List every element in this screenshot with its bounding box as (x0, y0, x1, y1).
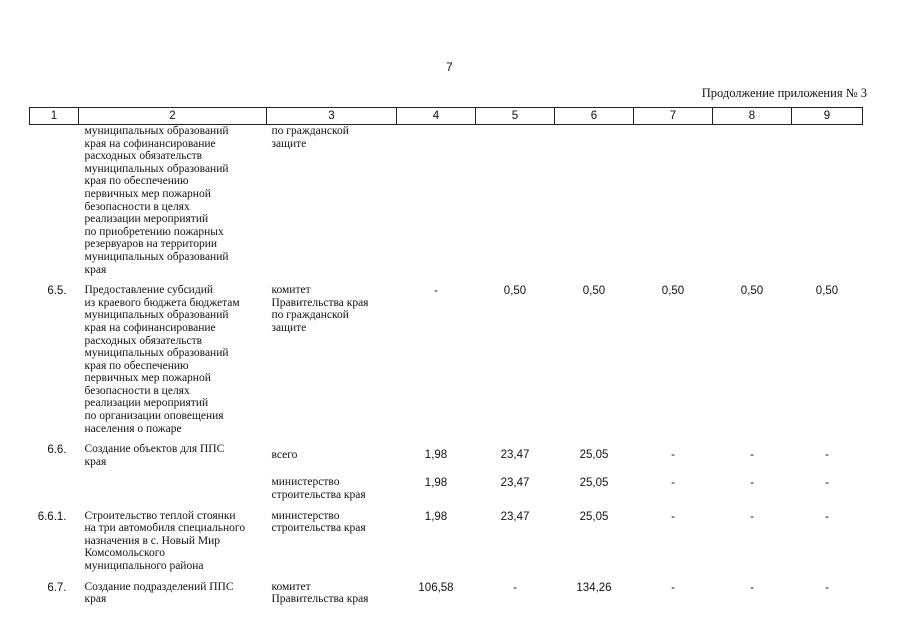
header-cell: 8 (713, 108, 792, 125)
row-value: 25,05 (579, 477, 609, 490)
row-executor: по гражданской защите (271, 125, 349, 150)
row-value: - (513, 581, 517, 594)
header-cell: 5 (476, 108, 555, 125)
table-row (30, 510, 863, 581)
row-value: 23,47 (500, 449, 530, 462)
row-value: 134,26 (576, 581, 612, 594)
row-number: 6.7. (47, 581, 67, 594)
header-cell: 6 (555, 108, 634, 125)
row-value: 106,58 (418, 581, 454, 594)
row-value: 25,05 (579, 449, 609, 462)
row-value: 0,50 (815, 285, 839, 298)
table-row (30, 284, 863, 443)
row-value: - (750, 449, 754, 462)
row-value: 1,98 (424, 449, 448, 462)
row-value: 0,50 (582, 285, 606, 298)
header-cell: 3 (267, 108, 397, 125)
row-value: - (750, 477, 754, 490)
row-value (634, 125, 713, 285)
row-name: Строительство теплой стоянки на три автомобиля специального назначения в с. Новый Мир Комсомольского муниципального района (84, 509, 246, 572)
row-value (713, 125, 792, 285)
row-executor: министерство строительства края (271, 476, 366, 502)
table-row (30, 443, 863, 476)
row-executor: комитет Правительства края по гражданской защите (271, 284, 369, 334)
row-value (476, 125, 555, 285)
row-name: Создание объектов для ППС края (84, 443, 225, 468)
row-number (30, 476, 79, 509)
row-number (30, 125, 79, 285)
header-cell: 9 (792, 108, 863, 125)
row-value: 25,05 (579, 510, 609, 523)
row-value: 1,98 (424, 510, 448, 523)
row-name: муниципальных образований края на софинансирование расходных обязательств муниципальных образований края по обеспечению первичных мер пожарной безопасности в целях реализации мероприятий по приобретению пожарных резервуаров на территории муниципальных образований края (84, 125, 229, 276)
table-row (30, 476, 863, 509)
row-value: 23,47 (500, 477, 530, 490)
row-value: - (671, 449, 675, 462)
row-name (79, 476, 267, 509)
row-number: 6.6.1. (37, 510, 67, 523)
appendix-table (29, 107, 863, 614)
row-number: 6.5. (47, 285, 67, 298)
row-name: Создание подразделений ППС края (84, 580, 234, 606)
row-value: - (434, 285, 438, 298)
page-number: 7 (446, 60, 453, 74)
row-value: 0,50 (503, 285, 527, 298)
row-executor: всего (271, 449, 298, 462)
row-value: - (750, 581, 754, 594)
row-executor: министерство строительства края (271, 509, 366, 535)
row-value: - (671, 477, 675, 490)
row-value: 23,47 (500, 510, 530, 523)
row-value: - (750, 510, 754, 523)
header-cell: 1 (30, 108, 79, 125)
row-value (397, 125, 476, 285)
continuation-caption: Продолжение приложения № 3 (701, 86, 867, 100)
row-number: 6.6. (47, 444, 67, 457)
row-value (555, 125, 634, 285)
header-cell: 2 (79, 108, 267, 125)
row-value: - (825, 510, 829, 523)
row-value: 1,98 (424, 477, 448, 490)
row-value: - (825, 449, 829, 462)
table-row (30, 581, 863, 614)
row-value: - (825, 477, 829, 490)
row-value: - (671, 581, 675, 594)
row-value: 0,50 (740, 285, 764, 298)
table-row (30, 125, 863, 285)
row-value (792, 125, 863, 285)
header-cell: 4 (397, 108, 476, 125)
header-cell: 7 (634, 108, 713, 125)
row-value: - (671, 510, 675, 523)
row-value: - (825, 581, 829, 594)
row-value: 0,50 (661, 285, 685, 298)
table-header-row (30, 108, 863, 125)
row-name: Предоставление субсидий из краевого бюджета бюджетам муниципальных образований края на софинансирование расходных обязательств муниципальных образований края по обеспечению первичных мер пожарной безопасности в целях реализации мероприятий по организации оповещения населения о пожаре (84, 284, 240, 435)
row-executor: комитет Правительства края (271, 580, 369, 606)
